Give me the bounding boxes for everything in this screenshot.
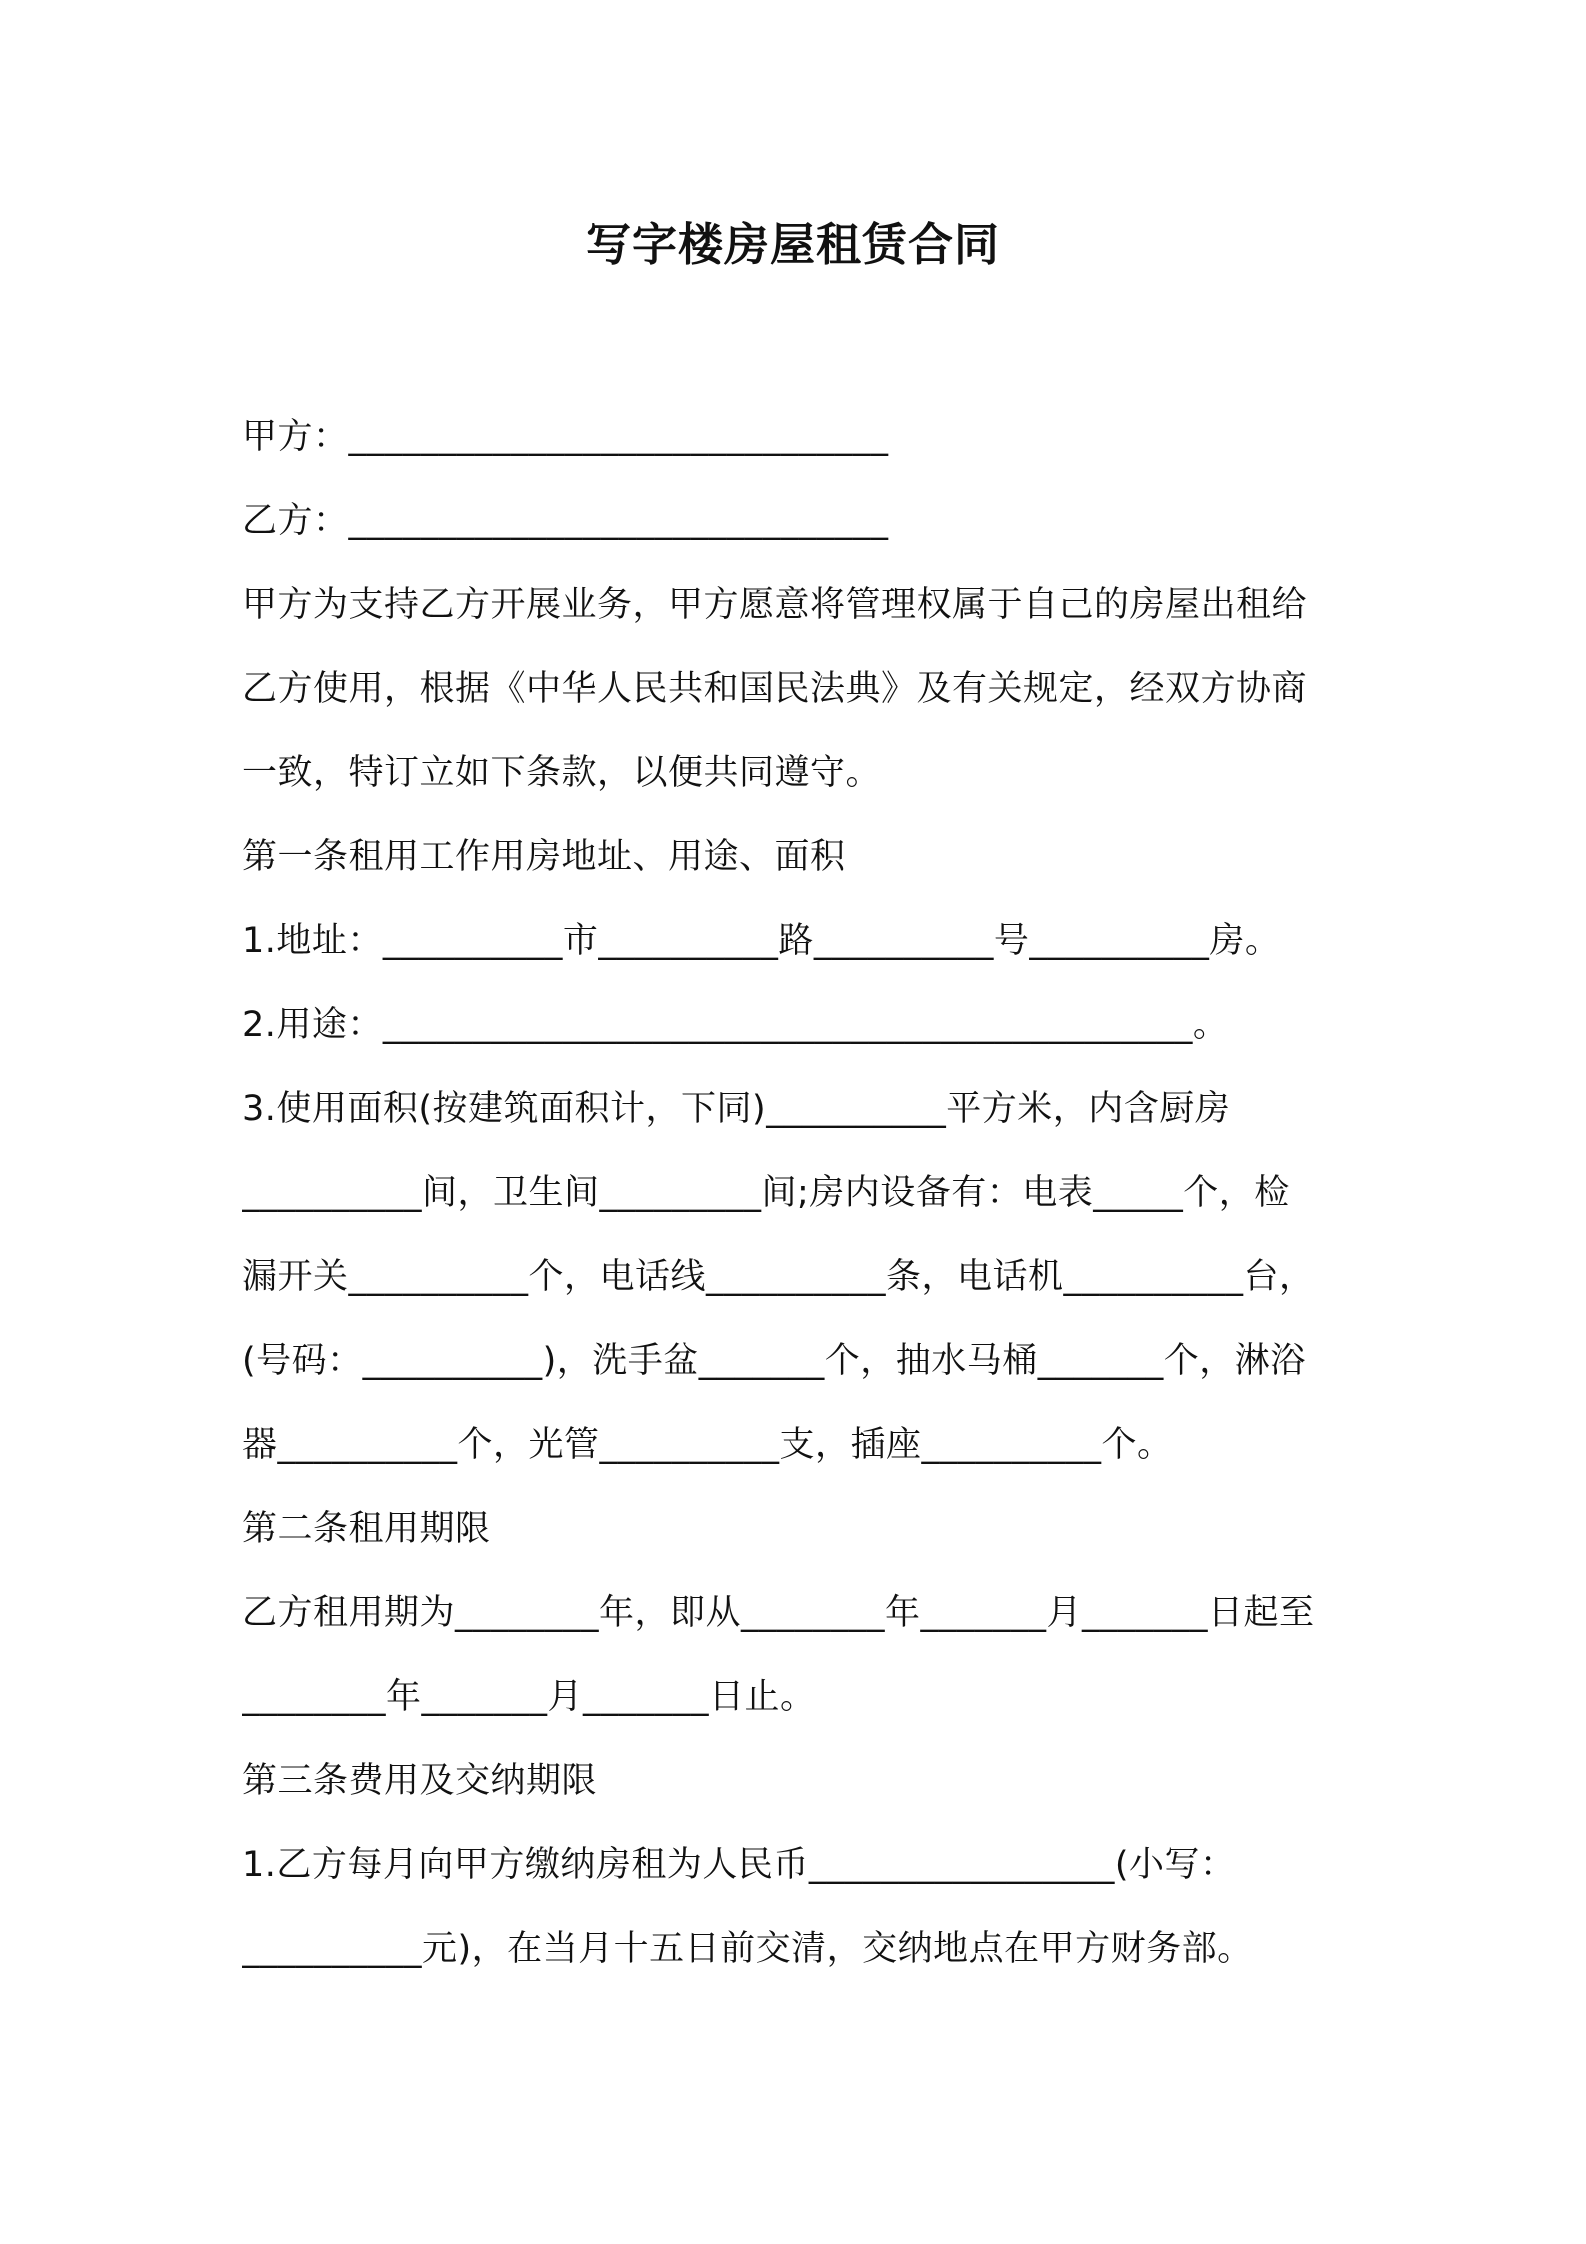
rent-clause-line-1: 1.乙方每月向甲方缴纳房租为人民币_________________(小写： [242, 1845, 1236, 1885]
preamble-line-3: 一致，特订立如下条款，以便共同遵守。 [242, 753, 882, 793]
article-3-heading: 第三条费用及交纳期限 [242, 1761, 598, 1801]
preamble-line-2: 乙方使用，根据《中华人民共和国民法典》及有关规定，经双方协商 [242, 669, 1308, 709]
clause-area-line-5: 器__________个，光管__________支，插座__________个。 [242, 1425, 1173, 1465]
article-1-heading: 第一条租用工作用房地址、用途、面积 [242, 837, 846, 877]
clause-area-line-2: __________间，卫生间_________间;房内设备有：电表_____个，检 [242, 1173, 1290, 1213]
article-2-heading: 第二条租用期限 [242, 1509, 491, 1549]
rent-clause-line-2: __________元)，在当月十五日前交清，交纳地点在甲方财务部。 [242, 1929, 1253, 1969]
party-a-line: 甲方：______________________________ [242, 417, 889, 457]
lease-term-line-1: 乙方租用期为________年，即从________年_______月_______日起至 [242, 1593, 1315, 1633]
clause-area-line-1: 3.使用面积(按建筑面积计，下同)__________平方米，内含厨房 [242, 1089, 1231, 1129]
clause-area-line-3: 漏开关__________个，电话线__________条，电话机__________台， [242, 1257, 1315, 1297]
party-b-line: 乙方：______________________________ [242, 501, 889, 541]
document-title: 写字楼房屋租赁合同 [585, 218, 1000, 271]
clause-area-line-4: (号码：__________)，洗手盆_______个，抽水马桶_______个，淋浴 [242, 1341, 1306, 1381]
document-body [242, 395, 1362, 1991]
clause-address: 1.地址：__________市__________路__________号__________房。 [242, 921, 1281, 961]
clause-purpose: 2.用途：_____________________________________________。 [242, 1005, 1229, 1045]
lease-term-line-2: ________年_______月_______日止。 [242, 1677, 816, 1717]
preamble-line-1: 甲方为支持乙方开展业务，甲方愿意将管理权属于自己的房屋出租给 [242, 585, 1308, 625]
